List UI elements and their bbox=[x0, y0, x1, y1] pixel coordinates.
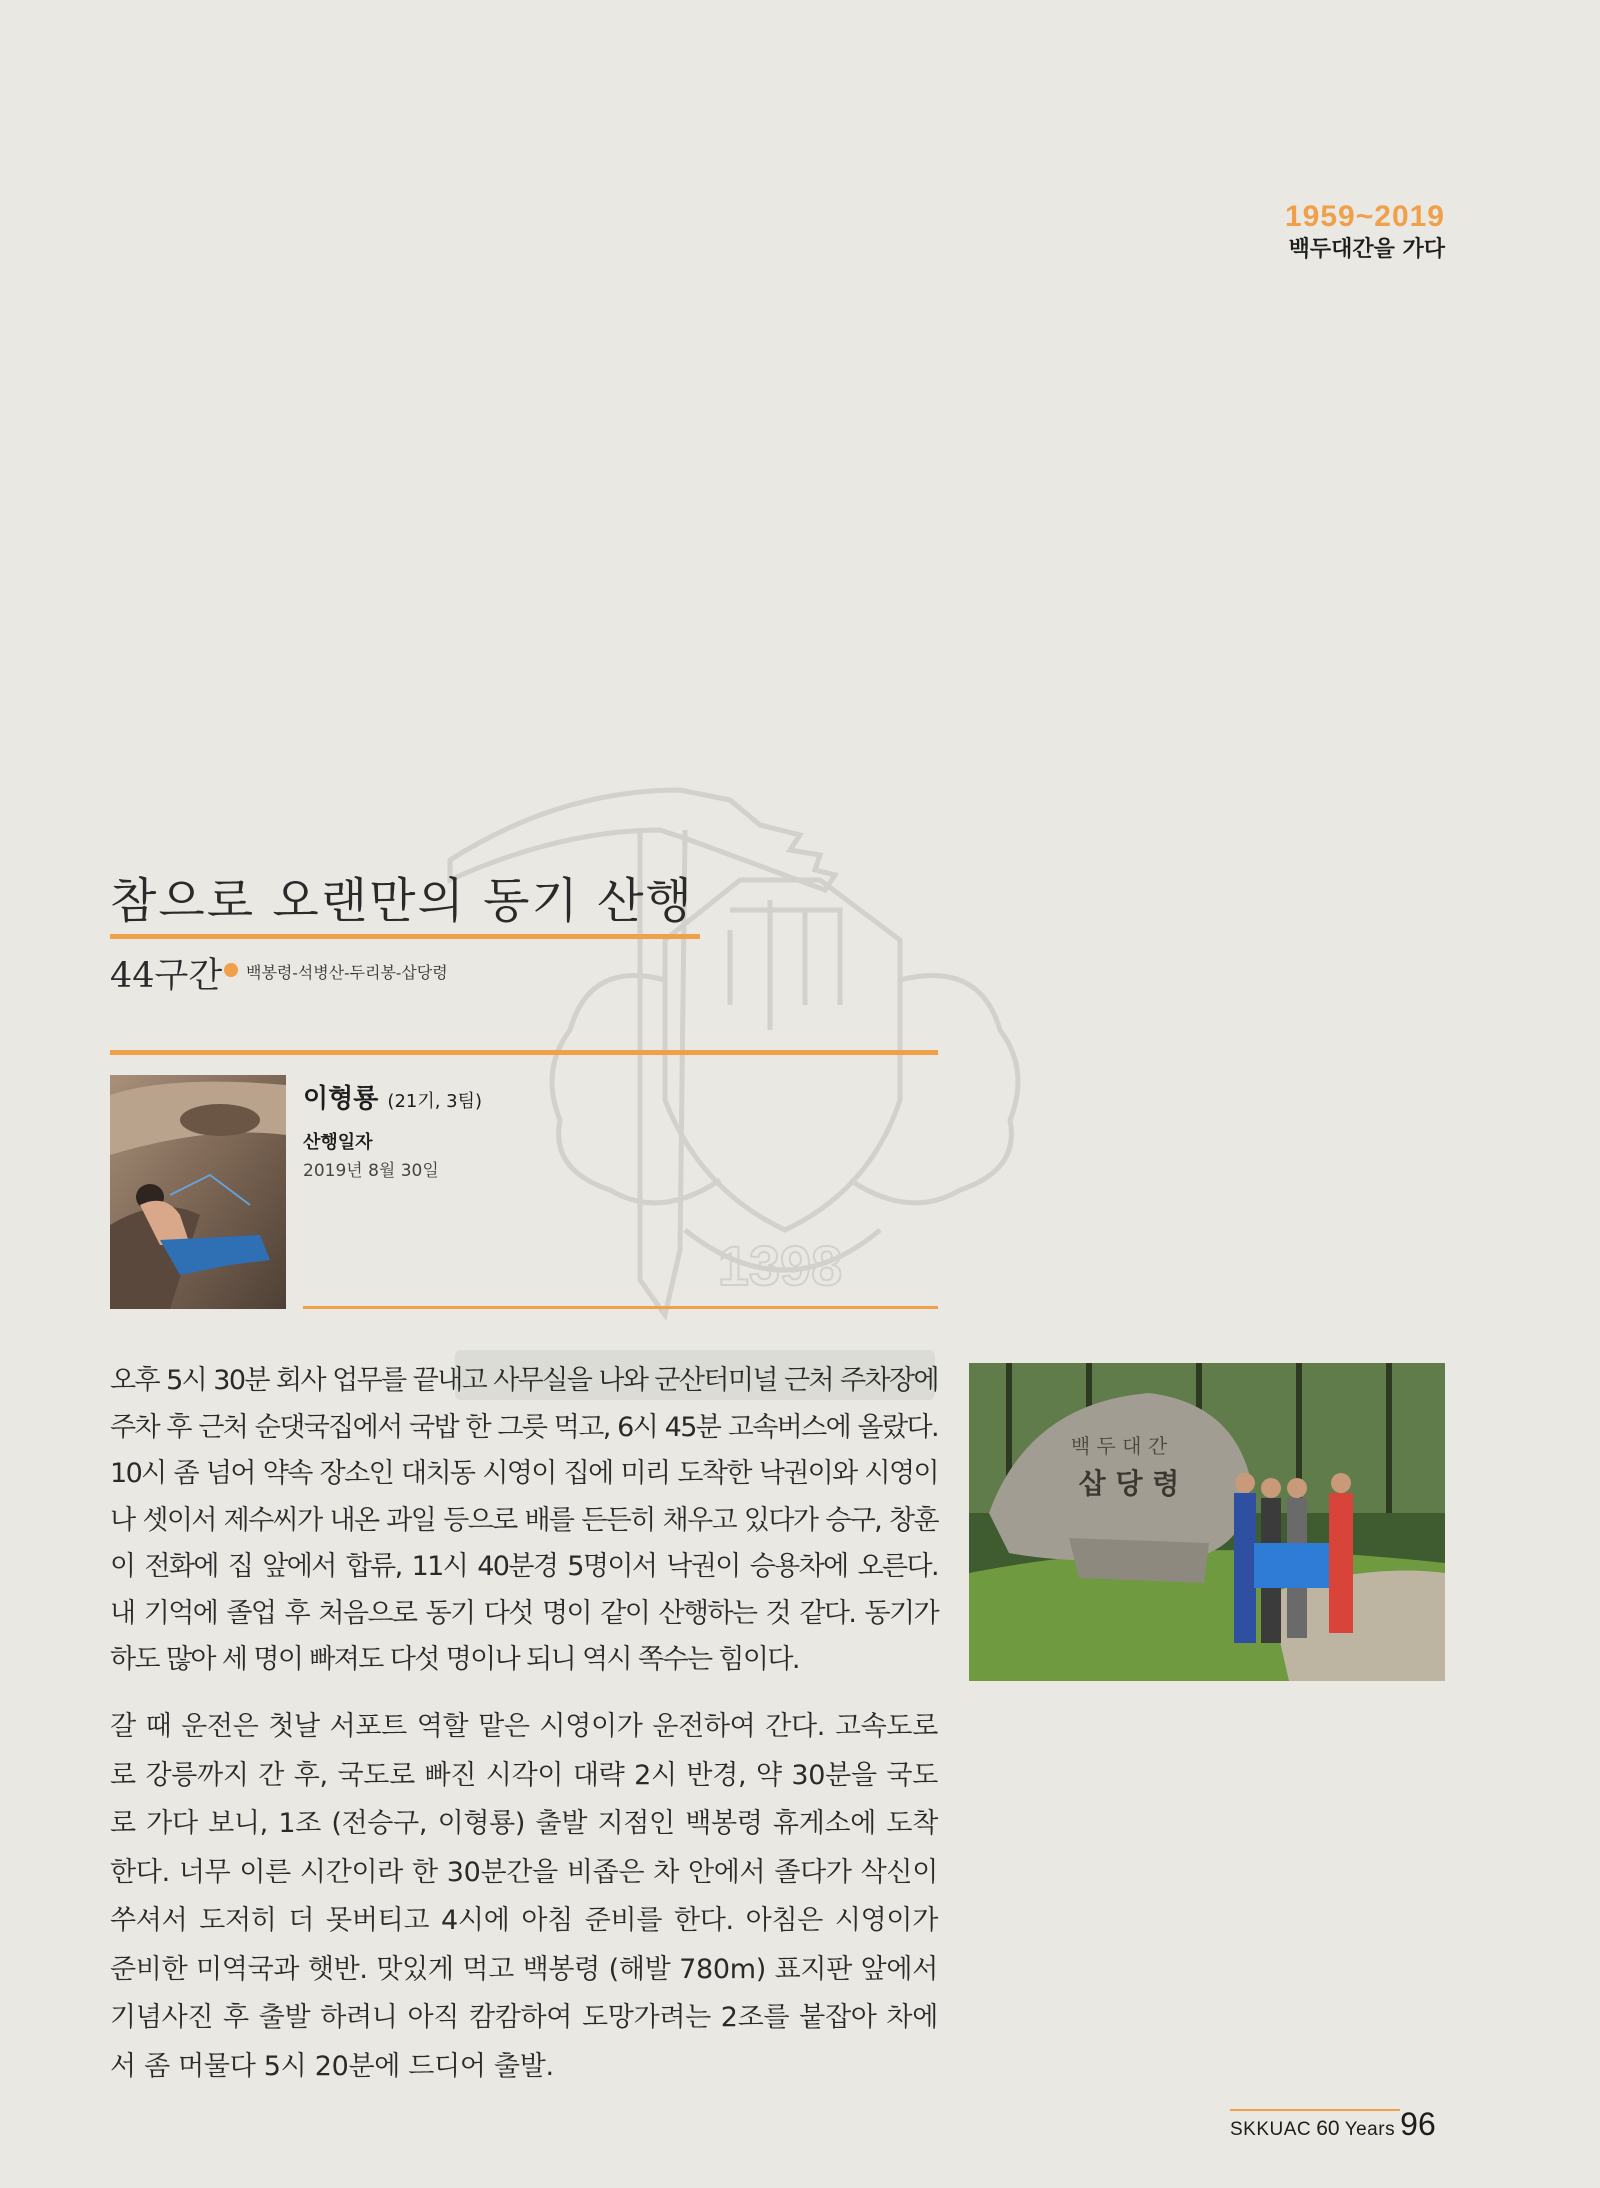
author-meta: (21기, 3팀) bbox=[387, 1091, 483, 1112]
climber-photo-icon bbox=[110, 1075, 286, 1309]
group-at-stone-marker-photo-icon bbox=[969, 1363, 1445, 1681]
hike-date-label: 산행일자 bbox=[303, 1132, 373, 1153]
info-divider-top bbox=[110, 1050, 938, 1055]
bullet-dot-icon bbox=[224, 963, 238, 977]
section-route: 백봉령-석병산-두리봉-삽당령 bbox=[246, 963, 448, 982]
stone-marker-line2: 삽 당 령 bbox=[1078, 1467, 1180, 1500]
author-name bbox=[303, 1078, 482, 1115]
section-number: 44구간 bbox=[110, 956, 223, 996]
footer-brand: SKKUAC bbox=[1230, 2119, 1312, 2140]
footer bbox=[1230, 2106, 1436, 2143]
body-paragraph-2: 갈 때 운전은 첫날 서포트 역할 맡은 시영이가 운전하여 간다. 고속도로로 강릉까지 간 후, 국도로 빠진 시각이 대략 2시 반경, 약 30분을 국도로 가다 보니, 1조 (전승구, 이형룡) 출발 지점인 백봉령 휴게소에 도착한다. 너무 이른 시간이라 한 30분간을 비좁은 차 안에서 졸다가 삭신이 쑤셔서 도저히 더 못버티고 4시에 아침 준비를 한다. 아침은 시영이가 준비한 미역국과 햇반. 맛있게 먹고 백봉령 (해발 780m) 표지판 앞에서 기념사진 후 출발 하려니 아직 캄캄하여 도망가려는 2조를 붙잡아 차에서 좀 머물다 5시 20분에 드디어 출발. bbox=[110, 1711, 938, 2082]
author-name-text: 이형룡 bbox=[303, 1084, 379, 1114]
hike-date-value: 2019년 8월 30일 bbox=[303, 1161, 439, 1181]
footer-years-word: Years bbox=[1344, 2119, 1396, 2140]
stone-marker-line1: 백 두 대 간 bbox=[1070, 1434, 1168, 1458]
page-number: 96 bbox=[1400, 2106, 1436, 2142]
watermark-number: 1398 bbox=[717, 1234, 843, 1297]
header-series-title: 백두대간을 가다 bbox=[1288, 237, 1445, 262]
info-divider-bottom bbox=[303, 1306, 938, 1309]
title-underline bbox=[110, 934, 700, 939]
article-title: 참으로 오랜만의 동기 산행 bbox=[110, 873, 694, 929]
body-paragraph-1: 오후 5시 30분 회사 업무를 끝내고 사무실을 나와 군산터미널 근처 주차장에 주차 후 근처 순댓국집에서 국밥 한 그릇 먹고, 6시 45분 고속버스에 올랐다. 10시 좀 넘어 약속 장소인 대치동 시영이 집에 미리 도착한 낙권이와 시영이 나 셋이서 제수씨가 내온 과일 등으로 배를 든든히 채우고 있다가 승구, 창훈이 전화에 집 앞에서 합류, 11시 40분경 5명이서 낙권이 승용차에 오른다. 내 기억에 졸업 후 처음으로 동기 다섯 명이 같이 산행하는 것 같다. 동기가 하도 많아 세 명이 빠져도 다섯 명이나 되니 역시 쪽수는 힘이다. bbox=[110, 1365, 938, 1675]
author-photo bbox=[110, 1075, 286, 1309]
footer-years-number: 60 bbox=[1316, 2117, 1340, 2140]
header-year-range: 1959~2019 bbox=[1285, 200, 1445, 233]
group-photo bbox=[969, 1363, 1445, 1681]
